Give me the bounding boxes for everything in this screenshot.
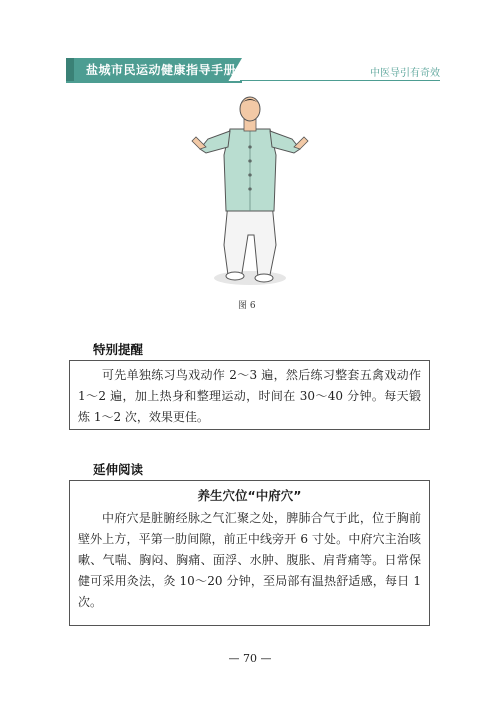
section-title: 中医导引有奇效: [370, 68, 440, 79]
reminder-text: 可先单独练习鸟戏动作 2～3 遍，然后练习整套五禽戏动作 1～2 遍，加上热身和整理运动，时间在 30～40 分钟。每天锻炼 1～2 次，效果更佳。: [78, 368, 421, 424]
reminder-heading: 特别提醒: [93, 342, 144, 357]
tai-chi-figure-illustration: [180, 95, 320, 290]
reading-heading: 延伸阅读: [93, 462, 144, 477]
header-rule-left: [66, 81, 242, 83]
reading-title: 养生穴位“中府穴”: [197, 488, 302, 503]
reading-box: [69, 480, 430, 626]
header-rule: [240, 80, 440, 81]
page-number: — 70 —: [228, 652, 272, 665]
book-title: 盐城市民运动健康指导手册: [86, 63, 237, 77]
reminder-box: [69, 360, 430, 430]
reading-text: 中府穴是脏腑经脉之气汇聚之处，脾肺合气于此，位于胸前壁外上方，平第一肋间隙，前正中线旁开 6 寸处。中府穴主治咳嗽、气喘、胸闷、胸痛、面浮、水肿、腹胀、肩背痛等。日常保健可采用灸法，灸 10～20 分钟，至局部有温热舒适感，每日 1 次。: [78, 511, 421, 609]
page-header: [0, 0, 500, 100]
header-banner-tab: [66, 58, 74, 82]
figure-caption: 图 6: [238, 301, 256, 311]
